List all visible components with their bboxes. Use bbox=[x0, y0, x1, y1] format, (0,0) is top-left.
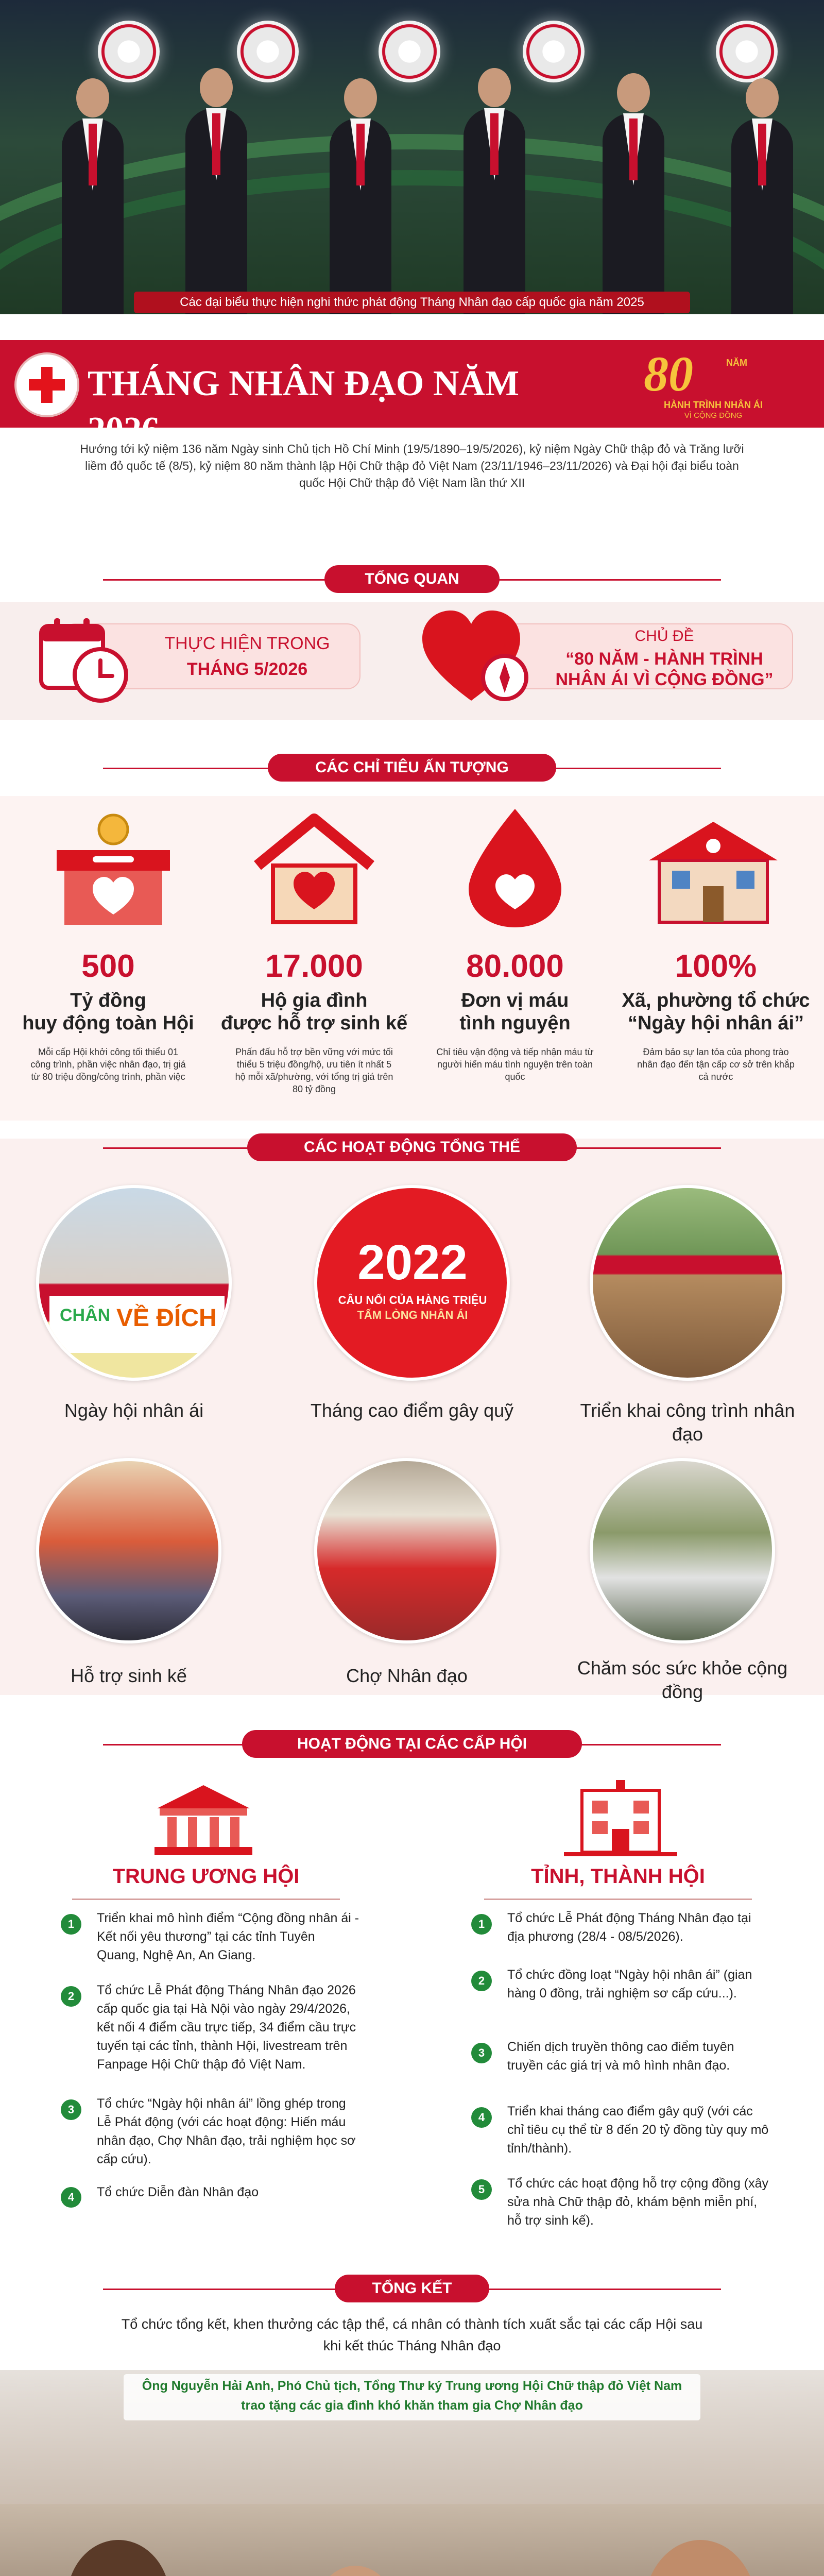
province-item-number: 3 bbox=[471, 2043, 492, 2063]
hero-caption: Các đại biểu thực hiện nghi thức phát động Tháng Nhân đạo cấp quốc gia năm 2025 bbox=[134, 292, 690, 313]
province-level-title: TỈNH, THÀNH HỘI bbox=[531, 1865, 705, 1888]
central-level-title: TRUNG ƯƠNG HỘI bbox=[112, 1865, 300, 1888]
summary-text: Tổ chức tổng kết, khen thưởng các tập thể, cá nhân có thành tích xuất sắc tại các cấp Hội sau khi kết thúc Tháng Nhân đạo bbox=[121, 2316, 703, 2353]
delegate-figure bbox=[731, 118, 793, 314]
section-heading-summary: TỔNG KẾT bbox=[335, 2275, 489, 2302]
red-cross-emblem-screen bbox=[716, 21, 778, 82]
theme-line1: “80 NĂM - HÀNH TRÌNH bbox=[565, 649, 763, 669]
central-item-number: 2 bbox=[61, 1986, 81, 2007]
poster-year: 2022 bbox=[357, 1235, 468, 1290]
activity-label-4: Hỗ trợ sinh kế bbox=[71, 1665, 187, 1686]
red-cross-emblem-screen bbox=[379, 21, 440, 82]
target-title-2a: Hộ gia đình bbox=[261, 990, 368, 1011]
photo-livelihood-support bbox=[36, 1458, 221, 1643]
photo-humanitarian-market bbox=[314, 1458, 500, 1643]
delegate-figure bbox=[464, 108, 525, 314]
target-title-1b: huy động toàn Hội bbox=[22, 1012, 194, 1034]
central-item-number: 4 bbox=[61, 2187, 81, 2208]
province-item-5: Tổ chức các hoạt động hỗ trợ cộng đồng (xây sửa nhà Chữ thập đỏ, khám bệnh miễn phí, hỗ trợ sinh kế). bbox=[507, 2176, 769, 2228]
photo-community-healthcare bbox=[590, 1458, 775, 1643]
intro-paragraph: Hướng tới kỷ niệm 136 năm Ngày sinh Chủ tịch Hồ Chí Minh (19/5/1890–19/5/2026), kỷ niệm Ngày Chữ thập đỏ và Trăng lưỡi liềm đỏ quốc tế (8/5), kỷ niệm 80 năm thành lập Hội Chữ thập đỏ Việt Nam (23/11/1946–23/11/2026) và Đại hội đại biểu toàn quốc Hội Chữ thập đỏ Việt Nam lần thứ XII bbox=[80, 442, 744, 489]
central-item-number: 3 bbox=[61, 2099, 81, 2120]
blood-drop-icon bbox=[453, 806, 577, 930]
activity-label-5: Chợ Nhân đạo bbox=[346, 1665, 468, 1686]
photo-caption bbox=[134, 2376, 690, 2417]
time-label: THỰC HIỆN TRONG bbox=[164, 634, 330, 653]
target-desc-3: Chỉ tiêu vận động và tiếp nhận máu từ người hiến máu tình nguyện trên toàn quốc bbox=[436, 1047, 594, 1082]
central-building-icon bbox=[149, 1780, 258, 1857]
calendar-clock-icon bbox=[36, 613, 134, 706]
section-heading-overview: TỔNG QUAN bbox=[324, 565, 500, 593]
photo-fundraising-poster bbox=[314, 1185, 510, 1381]
target-value-1: 500 bbox=[81, 948, 135, 984]
province-item-1: Tổ chức Lễ Phát động Tháng Nhân đạo tại địa phương (28/4 - 08/5/2026). bbox=[507, 1911, 751, 1944]
province-item-3: Chiến dịch truyền thông cao điểm tuyên truyền các giá trị và mô hình nhân đạo. bbox=[507, 2040, 734, 2073]
section-heading-activities: CÁC HOẠT ĐỘNG TỔNG THỂ bbox=[247, 1133, 577, 1161]
badge-number: 80 bbox=[644, 346, 693, 401]
activity-label-1: Ngày hội nhân ái bbox=[64, 1400, 204, 1421]
theme-label: CHỦ ĐỀ bbox=[634, 628, 694, 645]
red-cross-emblem-screen bbox=[523, 21, 585, 82]
red-cross-emblem-screen bbox=[98, 21, 160, 82]
province-item-4: Triển khai tháng cao điểm gây quỹ (với các chỉ tiêu cụ thể từ 8 đến 20 tỷ đồng tùy quy mô tỉnh/thành). bbox=[507, 2104, 769, 2156]
target-value-4: 100% bbox=[675, 948, 757, 984]
activity-label-2: Tháng cao điểm gây quỹ bbox=[310, 1400, 514, 1421]
province-item-number: 4 bbox=[471, 2107, 492, 2128]
target-desc-2: Phấn đấu hỗ trợ bền vững với mức tối thiểu 5 triệu đồng/hộ, ưu tiên ít nhất 5 hộ mỗi xã/phường, với tổng trị giá trên 80 tỷ đồng bbox=[235, 1047, 393, 1094]
title-underline bbox=[72, 1899, 340, 1900]
target-title-2b: được hỗ trợ sinh kế bbox=[220, 1012, 408, 1034]
badge-line1: HÀNH TRÌNH NHÂN ÁI bbox=[664, 400, 763, 410]
delegate-figure bbox=[185, 108, 247, 314]
photo-caption-line1: Ông Nguyễn Hải Anh, Phó Chủ tịch, Tổng Thư ký Trung ương Hội Chữ thập đỏ Việt Nam bbox=[142, 2379, 682, 2393]
target-desc-1: Mỗi cấp Hội khởi công tối thiểu 01 công trình, phần việc nhân đạo, trị giá từ 80 triệu đồng/công trình, phần việc bbox=[30, 1047, 186, 1082]
target-title-4b: “Ngày hội nhân ái” bbox=[627, 1012, 804, 1034]
photo-caption-line2: trao tặng các gia đình khó khăn tham gia Chợ Nhân đạo bbox=[241, 2398, 583, 2413]
photo-sign-text: VỀ ĐÍCH bbox=[116, 1304, 217, 1332]
hero-photo bbox=[0, 0, 824, 314]
red-cross-emblem-screen bbox=[237, 21, 299, 82]
delegate-figure bbox=[62, 118, 124, 314]
activity-label-3: Triển khai công trình nhân đạo bbox=[580, 1400, 795, 1445]
time-value: THÁNG 5/2026 bbox=[186, 659, 308, 679]
target-value-2: 17.000 bbox=[265, 948, 363, 984]
school-building-icon bbox=[644, 814, 783, 927]
province-item-2: Tổ chức đồng loạt “Ngày hội nhân ái” (gian hàng 0 đồng, trải nghiệm sơ cấp cứu...). bbox=[507, 1968, 752, 2001]
target-title-1a: Tỷ đồng bbox=[70, 990, 146, 1011]
target-title-3a: Đơn vị máu bbox=[461, 990, 569, 1011]
vietnam-red-cross-logo bbox=[14, 352, 79, 417]
central-item-3: Tổ chức “Ngày hội nhân ái” lồng ghép trong Lễ Phát động (với các hoạt động: Hiến máu nhân đạo, Chợ Nhân đạo, trải nghiệm học sơ cấp cứu). bbox=[97, 2096, 356, 2166]
central-item-4: Tổ chức Diễn đàn Nhân đạo bbox=[97, 2185, 259, 2199]
province-item-number: 5 bbox=[471, 2179, 492, 2200]
photo-humanitarian-construction bbox=[590, 1185, 785, 1381]
province-item-number: 1 bbox=[471, 1914, 492, 1935]
theme-line2: NHÂN ÁI VÌ CỘNG ĐỒNG” bbox=[555, 670, 774, 689]
central-item-2: Tổ chức Lễ Phát động Tháng Nhân đạo 2026 cấp quốc gia tại Hà Nội vào ngày 29/4/2026, kết nối 4 điểm cầu trực tiếp, 34 điểm cầu trực tuyến tại các tỉnh, thành Hội, livestream trên Fanpage Hội Chữ thập đỏ Việt Nam. bbox=[97, 1983, 356, 2072]
section-heading-targets: CÁC CHỈ TIÊU ẤN TƯỢNG bbox=[268, 754, 556, 782]
section-heading-levels: HOẠT ĐỘNG TẠI CÁC CẤP HỘI bbox=[242, 1730, 582, 1758]
80-years-badge bbox=[644, 348, 783, 420]
target-desc-4: Đảm bảo sự lan tỏa của phong trào nhân đạo đến tận cấp cơ sở trên khắp cả nước bbox=[637, 1047, 795, 1082]
delegate-figure bbox=[330, 118, 391, 314]
page-title: THÁNG NHÂN ĐẠO NĂM 2026 bbox=[88, 364, 520, 450]
delegate-figure bbox=[603, 113, 664, 314]
target-title-4a: Xã, phường tổ chức bbox=[622, 990, 810, 1011]
title-underline bbox=[484, 1899, 752, 1900]
target-title-3b: tình nguyện bbox=[459, 1012, 571, 1034]
house-heart-icon bbox=[252, 809, 376, 927]
activity-label-6: Chăm sóc sức khỏe cộng đồng bbox=[577, 1657, 788, 1702]
central-item-1: Triển khai mô hình điểm “Cộng đồng nhân ái - Kết nối yêu thương” tại các tỉnh Tuyên Quang, Nghệ An, An Giang. bbox=[97, 1911, 359, 1962]
photo-sign-text: CHÂN bbox=[60, 1306, 111, 1325]
province-building-icon bbox=[561, 1780, 680, 1857]
badge-line2: VÌ CỘNG ĐỒNG bbox=[684, 411, 743, 420]
poster-line1: CÂU NỐI CỦA HÀNG TRIỆU bbox=[338, 1294, 487, 1307]
poster-line2: TẤM LÒNG NHÂN ÁI bbox=[357, 1309, 468, 1321]
province-item-number: 2 bbox=[471, 1971, 492, 1991]
central-item-number: 1 bbox=[61, 1914, 81, 1935]
badge-unit: NĂM bbox=[726, 358, 747, 368]
photo-humanitarian-day bbox=[36, 1185, 232, 1381]
target-value-3: 80.000 bbox=[466, 948, 564, 984]
donation-box-icon bbox=[46, 809, 180, 927]
heart-compass-icon bbox=[422, 611, 536, 708]
